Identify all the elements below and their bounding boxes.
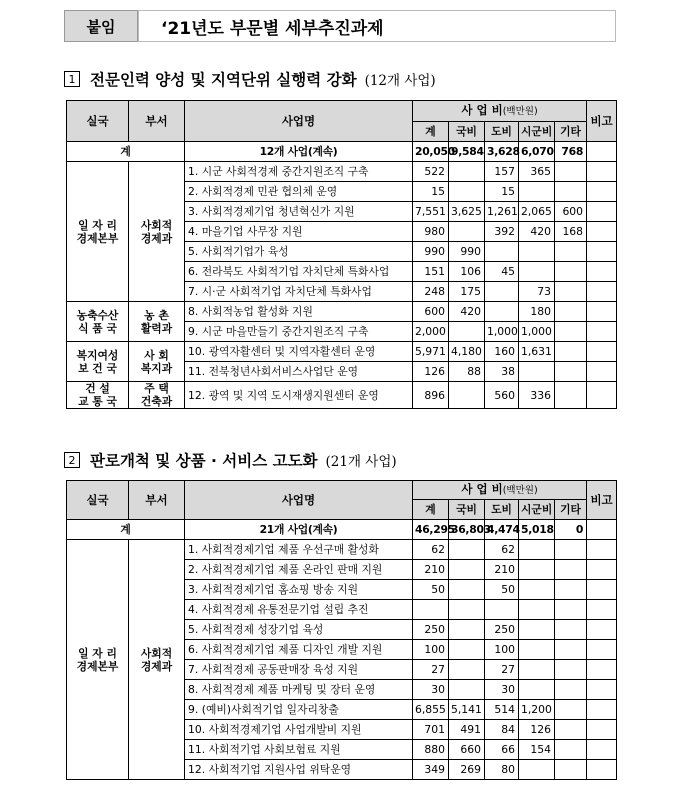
amount-province: 1,000 [485,322,519,342]
amount-national [449,322,485,342]
team-line: 주 택 [144,382,169,395]
section1-table [66,100,617,409]
amount-city [519,540,555,560]
project-name: 6. 사회적경제기업 제품 디자인 개발 지원 [185,640,413,660]
project-name: 8. 사회적농업 활성화 지원 [185,302,413,322]
section2-number: 2 [64,452,80,468]
col-header-province: 도비 [485,122,519,142]
amount-city: 1,200 [519,700,555,720]
sum-label: 계 [67,520,185,540]
amount-total: 6,855 [413,700,449,720]
amount-other [555,162,587,182]
team-line: 사 회 [144,348,169,362]
sum-national: 36,803 [449,520,485,540]
team-cell [129,540,185,780]
col-header-province: 도비 [485,500,519,520]
dept-line: 복지여성 [76,348,119,362]
sum-province: 4,474 [485,520,519,540]
project-name: 3. 사회적경제기업 홈쇼핑 방송 지원 [185,580,413,600]
note-cell [587,740,617,760]
col-header-dept: 실국 [67,481,129,520]
sum-name: 21개 사업(계속) [185,520,413,540]
note-cell [587,640,617,660]
amount-province: 45 [485,262,519,282]
amount-national: 106 [449,262,485,282]
section1-title: 전문인력 양성 및 지역단위 실행력 강화 [90,71,357,89]
note-cell [587,342,617,362]
dept-cell [67,162,129,302]
amount-total: 210 [413,560,449,580]
amount-city: 73 [519,282,555,302]
amount-other [555,282,587,302]
amount-national: 175 [449,282,485,302]
team-line: 사회적 [140,218,173,232]
amount-total: 62 [413,540,449,560]
amount-province: 210 [485,560,519,580]
amount-total: 151 [413,262,449,282]
amount-total: 250 [413,620,449,640]
amount-national: 491 [449,720,485,740]
amount-national: 269 [449,760,485,780]
col-header-total: 계 [413,500,449,520]
amount-province [485,282,519,302]
sum-national: 9,584 [449,142,485,162]
amount-other [555,720,587,740]
amount-total: 15 [413,182,449,202]
note-cell [587,720,617,740]
sum-name: 12개 사업(계속) [185,142,413,162]
project-name: 4. 사회적경제 유통전문기업 설립 추진 [185,600,413,620]
project-name: 10. 사회적경제기업 사업개발비 지원 [185,720,413,740]
amount-other [555,560,587,580]
col-header-city: 시군비 [519,122,555,142]
amount-other [555,382,587,409]
sum-city: 6,070 [519,142,555,162]
dept-line: 경제본부 [76,659,119,673]
amount-other [555,322,587,342]
note-cell [587,282,617,302]
project-name: 3. 사회적경제기업 청년혁신가 지원 [185,202,413,222]
amount-province [485,302,519,322]
amount-other [555,660,587,680]
section1-count: (12개 사업) [364,73,436,89]
note-cell [587,202,617,222]
amount-national: 660 [449,740,485,760]
amount-other [555,640,587,660]
col-header-team: 부서 [129,481,185,520]
team-line: 활력과 [140,321,173,335]
amount-city [519,760,555,780]
amount-city [519,680,555,700]
sum-other: 0 [555,520,587,540]
amount-national [449,640,485,660]
amount-city: 180 [519,302,555,322]
amount-total: 50 [413,580,449,600]
amount-province: 50 [485,580,519,600]
col-header-team: 부서 [129,101,185,142]
amount-city: 336 [519,382,555,409]
amount-total: 126 [413,362,449,382]
team-line: 경제과 [140,659,173,673]
amount-total: 600 [413,302,449,322]
note-cell [587,222,617,242]
amount-other: 600 [555,202,587,222]
team-cell [129,162,185,302]
project-name: 7. 시·군 사회적기업 자치단체 특화사업 [185,282,413,302]
amount-total: 248 [413,282,449,302]
team-line: 경제과 [140,231,173,245]
note-cell [587,560,617,580]
section2-heading [64,449,397,471]
col-header-other: 기타 [555,122,587,142]
project-name: 12. 광역 및 지역 도시재생지원센터 운영 [185,382,413,409]
col-header-national: 국비 [449,122,485,142]
amount-national: 990 [449,242,485,262]
col-header-dept: 실국 [67,101,129,142]
team-line: 복지과 [140,361,173,375]
amount-province: 560 [485,382,519,409]
project-name: 1. 사회적경제기업 제품 우선구매 활성화 [185,540,413,560]
amount-city: 420 [519,222,555,242]
project-name: 8. 사회적경제 제품 마케팅 및 장터 운영 [185,680,413,700]
note-cell [587,162,617,182]
amount-total: 990 [413,242,449,262]
section2-count: (21개 사업) [325,454,397,470]
amount-other [555,302,587,322]
col-header-budget [413,481,587,500]
sum-label: 계 [67,142,185,162]
amount-total: 701 [413,720,449,740]
amount-city [519,620,555,640]
project-name: 12. 사회적기업 지원사업 위탁운영 [185,760,413,780]
amount-total: 880 [413,740,449,760]
team-line: 사회적 [140,646,173,660]
note-cell [587,540,617,560]
project-name: 6. 전라북도 사회적기업 자치단체 특화사업 [185,262,413,282]
amount-province: 66 [485,740,519,760]
amount-national: 5,141 [449,700,485,720]
budget-label: 사 업 비 [461,482,503,496]
amount-other [555,242,587,262]
attachment-header [64,10,616,42]
amount-total: 896 [413,382,449,409]
amount-other [555,262,587,282]
amount-city [519,362,555,382]
project-name: 9. (예비)사회적기업 일자리창출 [185,700,413,720]
amount-other [555,740,587,760]
dept-line: 교 통 국 [78,395,117,408]
amount-city [519,600,555,620]
col-header-project: 사업명 [185,481,413,520]
table-row [67,382,617,409]
amount-total: 5,971 [413,342,449,362]
project-name: 2. 사회적경제 민관 협의체 운영 [185,182,413,202]
dept-cell [67,540,129,780]
sum-note [587,520,617,540]
amount-province: 160 [485,342,519,362]
col-header-total: 계 [413,122,449,142]
amount-other [555,700,587,720]
amount-province [485,242,519,262]
dept-cell [67,302,129,342]
table-row [67,162,617,182]
amount-other [555,680,587,700]
amount-total [413,600,449,620]
col-header-budget [413,101,587,122]
amount-province: 27 [485,660,519,680]
note-cell [587,302,617,322]
team-line: 건축과 [140,395,173,408]
dept-line: 보 건 국 [78,361,117,375]
amount-total: 100 [413,640,449,660]
dept-line: 식 품 국 [78,321,117,335]
sum-city: 5,018 [519,520,555,540]
amount-other [555,760,587,780]
project-name: 10. 광역자활센터 및 지역자활센터 운영 [185,342,413,362]
amount-city: 154 [519,740,555,760]
amount-other [555,620,587,640]
budget-unit: (백만원) [502,106,538,117]
amount-total: 522 [413,162,449,182]
dept-line: 건 설 [85,382,110,395]
amount-province: 38 [485,362,519,382]
col-header-project: 사업명 [185,101,413,142]
amount-other [555,540,587,560]
section1-heading [64,68,436,90]
amount-total: 7,551 [413,202,449,222]
amount-national [449,620,485,640]
budget-label: 사 업 비 [461,103,503,117]
sum-total: 20,050 [413,142,449,162]
sum-province: 3,628 [485,142,519,162]
amount-national: 420 [449,302,485,322]
note-cell [587,382,617,409]
amount-total: 30 [413,680,449,700]
amount-national [449,560,485,580]
dept-cell [67,342,129,382]
amount-total: 27 [413,660,449,680]
amount-national [449,182,485,202]
attachment-tag: 붙임 [64,10,138,42]
amount-city [519,660,555,680]
amount-province: 62 [485,540,519,560]
project-name: 11. 사회적기업 사회보험료 지원 [185,740,413,760]
note-cell [587,600,617,620]
amount-other [555,182,587,202]
amount-city: 1,631 [519,342,555,362]
dept-line: 경제본부 [76,231,119,245]
col-header-other: 기타 [555,500,587,520]
team-cell [129,382,185,409]
dept-line: 일 자 리 [78,646,117,660]
note-cell [587,322,617,342]
sum-other: 768 [555,142,587,162]
col-header-note: 비고 [587,101,617,142]
project-name: 5. 사회적기업가 육성 [185,242,413,262]
note-cell [587,580,617,600]
note-cell [587,700,617,720]
amount-total: 349 [413,760,449,780]
amount-national: 3,625 [449,202,485,222]
amount-city [519,262,555,282]
amount-province [485,600,519,620]
team-cell [129,302,185,342]
amount-province: 392 [485,222,519,242]
team-line: 농 촌 [144,308,169,322]
amount-national [449,162,485,182]
table-row [67,540,617,560]
amount-total: 2,000 [413,322,449,342]
amount-province: 15 [485,182,519,202]
note-cell [587,182,617,202]
note-cell [587,680,617,700]
note-cell [587,760,617,780]
amount-national [449,680,485,700]
project-name: 11. 전북청년사회서비스사업단 운영 [185,362,413,382]
amount-province: 250 [485,620,519,640]
table-row [67,342,617,362]
note-cell [587,620,617,640]
col-header-note: 비고 [587,481,617,520]
project-name: 2. 사회적경제기업 제품 온라인 판매 지원 [185,560,413,580]
section2-table [66,480,617,780]
budget-unit: (백만원) [502,485,538,496]
amount-city: 365 [519,162,555,182]
amount-national: 88 [449,362,485,382]
amount-province: 84 [485,720,519,740]
amount-province: 30 [485,680,519,700]
sum-note [587,142,617,162]
amount-national [449,540,485,560]
col-header-national: 국비 [449,500,485,520]
note-cell [587,660,617,680]
team-cell [129,342,185,382]
project-name: 4. 마을기업 사무장 지원 [185,222,413,242]
amount-city [519,560,555,580]
dept-line: 일 자 리 [78,218,117,232]
amount-national: 4,180 [449,342,485,362]
project-name: 1. 시군 사회적경제 중간지원조직 구축 [185,162,413,182]
amount-province: 1,261 [485,202,519,222]
amount-city [519,580,555,600]
amount-city: 126 [519,720,555,740]
note-cell [587,262,617,282]
amount-national [449,580,485,600]
amount-city: 2,065 [519,202,555,222]
col-header-city: 시군비 [519,500,555,520]
project-name: 9. 시군 마을만들기 중간지원조직 구축 [185,322,413,342]
section1-number: 1 [64,71,80,87]
amount-national [449,600,485,620]
amount-other [555,342,587,362]
table-row [67,302,617,322]
dept-cell [67,382,129,409]
amount-city [519,640,555,660]
note-cell [587,242,617,262]
amount-total: 980 [413,222,449,242]
amount-city: 1,000 [519,322,555,342]
amount-province: 100 [485,640,519,660]
amount-city [519,242,555,262]
document-title: ‘21년도 부문별 세부추진과제 [138,10,616,42]
amount-national [449,660,485,680]
amount-national [449,382,485,409]
amount-province: 514 [485,700,519,720]
project-name: 5. 사회적경제 성장기업 육성 [185,620,413,640]
amount-other: 168 [555,222,587,242]
amount-other [555,600,587,620]
amount-other [555,580,587,600]
amount-province: 80 [485,760,519,780]
amount-province: 157 [485,162,519,182]
sum-total: 46,295 [413,520,449,540]
amount-national [449,222,485,242]
amount-other [555,362,587,382]
note-cell [587,362,617,382]
section2-title: 판로개척 및 상품 · 서비스 고도화 [90,452,318,470]
amount-city [519,182,555,202]
dept-line: 농축수산 [76,308,119,322]
project-name: 7. 사회적경제 공동판매장 육성 지원 [185,660,413,680]
